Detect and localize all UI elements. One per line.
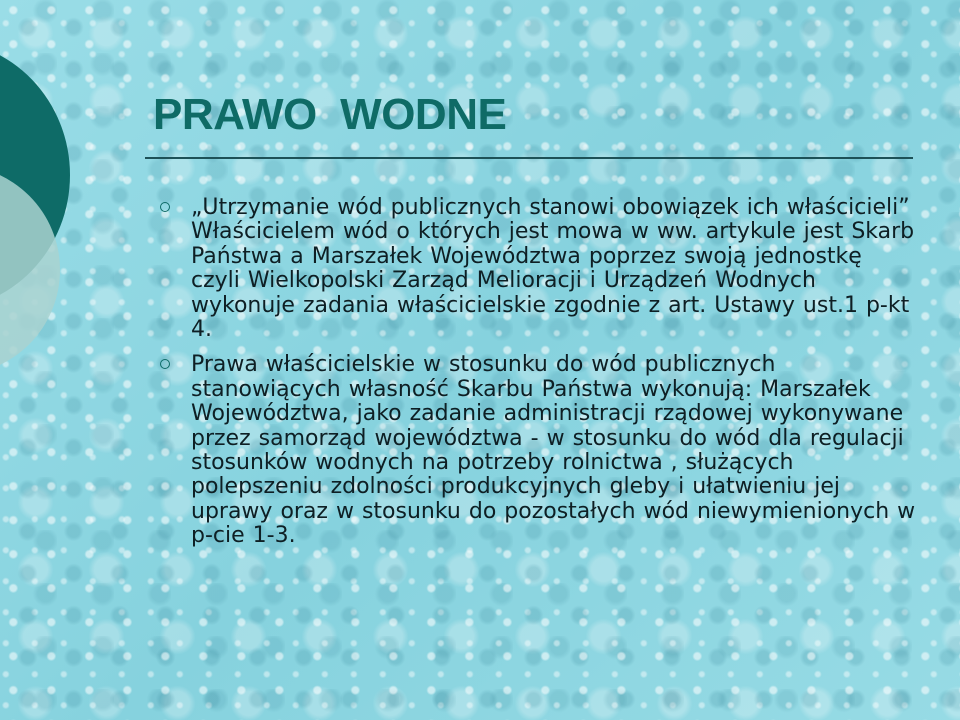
bullet-text: „Utrzymanie wód publicznych stanowi obowiązek ich właścicieli” Właścicielem wód o których jest mowa w ww. artykule jest Skarb Państwa a Marszałek Województwa poprzez swoją jednostkę czyli Wielkopolski Zarząd Melioracji i Urządzeń Wodnych wykonuje zadania właścicielskie zgodnie z art. Ustawy ust.1 p-kt 4. [191, 195, 915, 343]
title-divider [145, 157, 913, 159]
bullet-circle-icon [160, 202, 170, 212]
slide-title: PRAWO WODNE [153, 90, 507, 139]
bullet-circle-icon [160, 359, 170, 369]
bullet-text: Prawa właścicielskie w stosunku do wód publicznych stanowiących własność Skarbu Państwa wykonują: Marszałek Województwa, jako zadanie administracji rządowej wykonywane przez samorząd województwa - w stosunku do wód dla regulacji stosunków wodnych na potrzeby rolnictwa , służących polepszeniu zdolności produkcyjnych gleby i ułatwieniu jej uprawy oraz w stosunku do pozostałych wód niewymienionych w p-cie 1-3. [191, 352, 916, 549]
bullet-list [158, 196, 918, 560]
bullet-item [158, 196, 918, 342]
bullet-item [158, 353, 918, 548]
